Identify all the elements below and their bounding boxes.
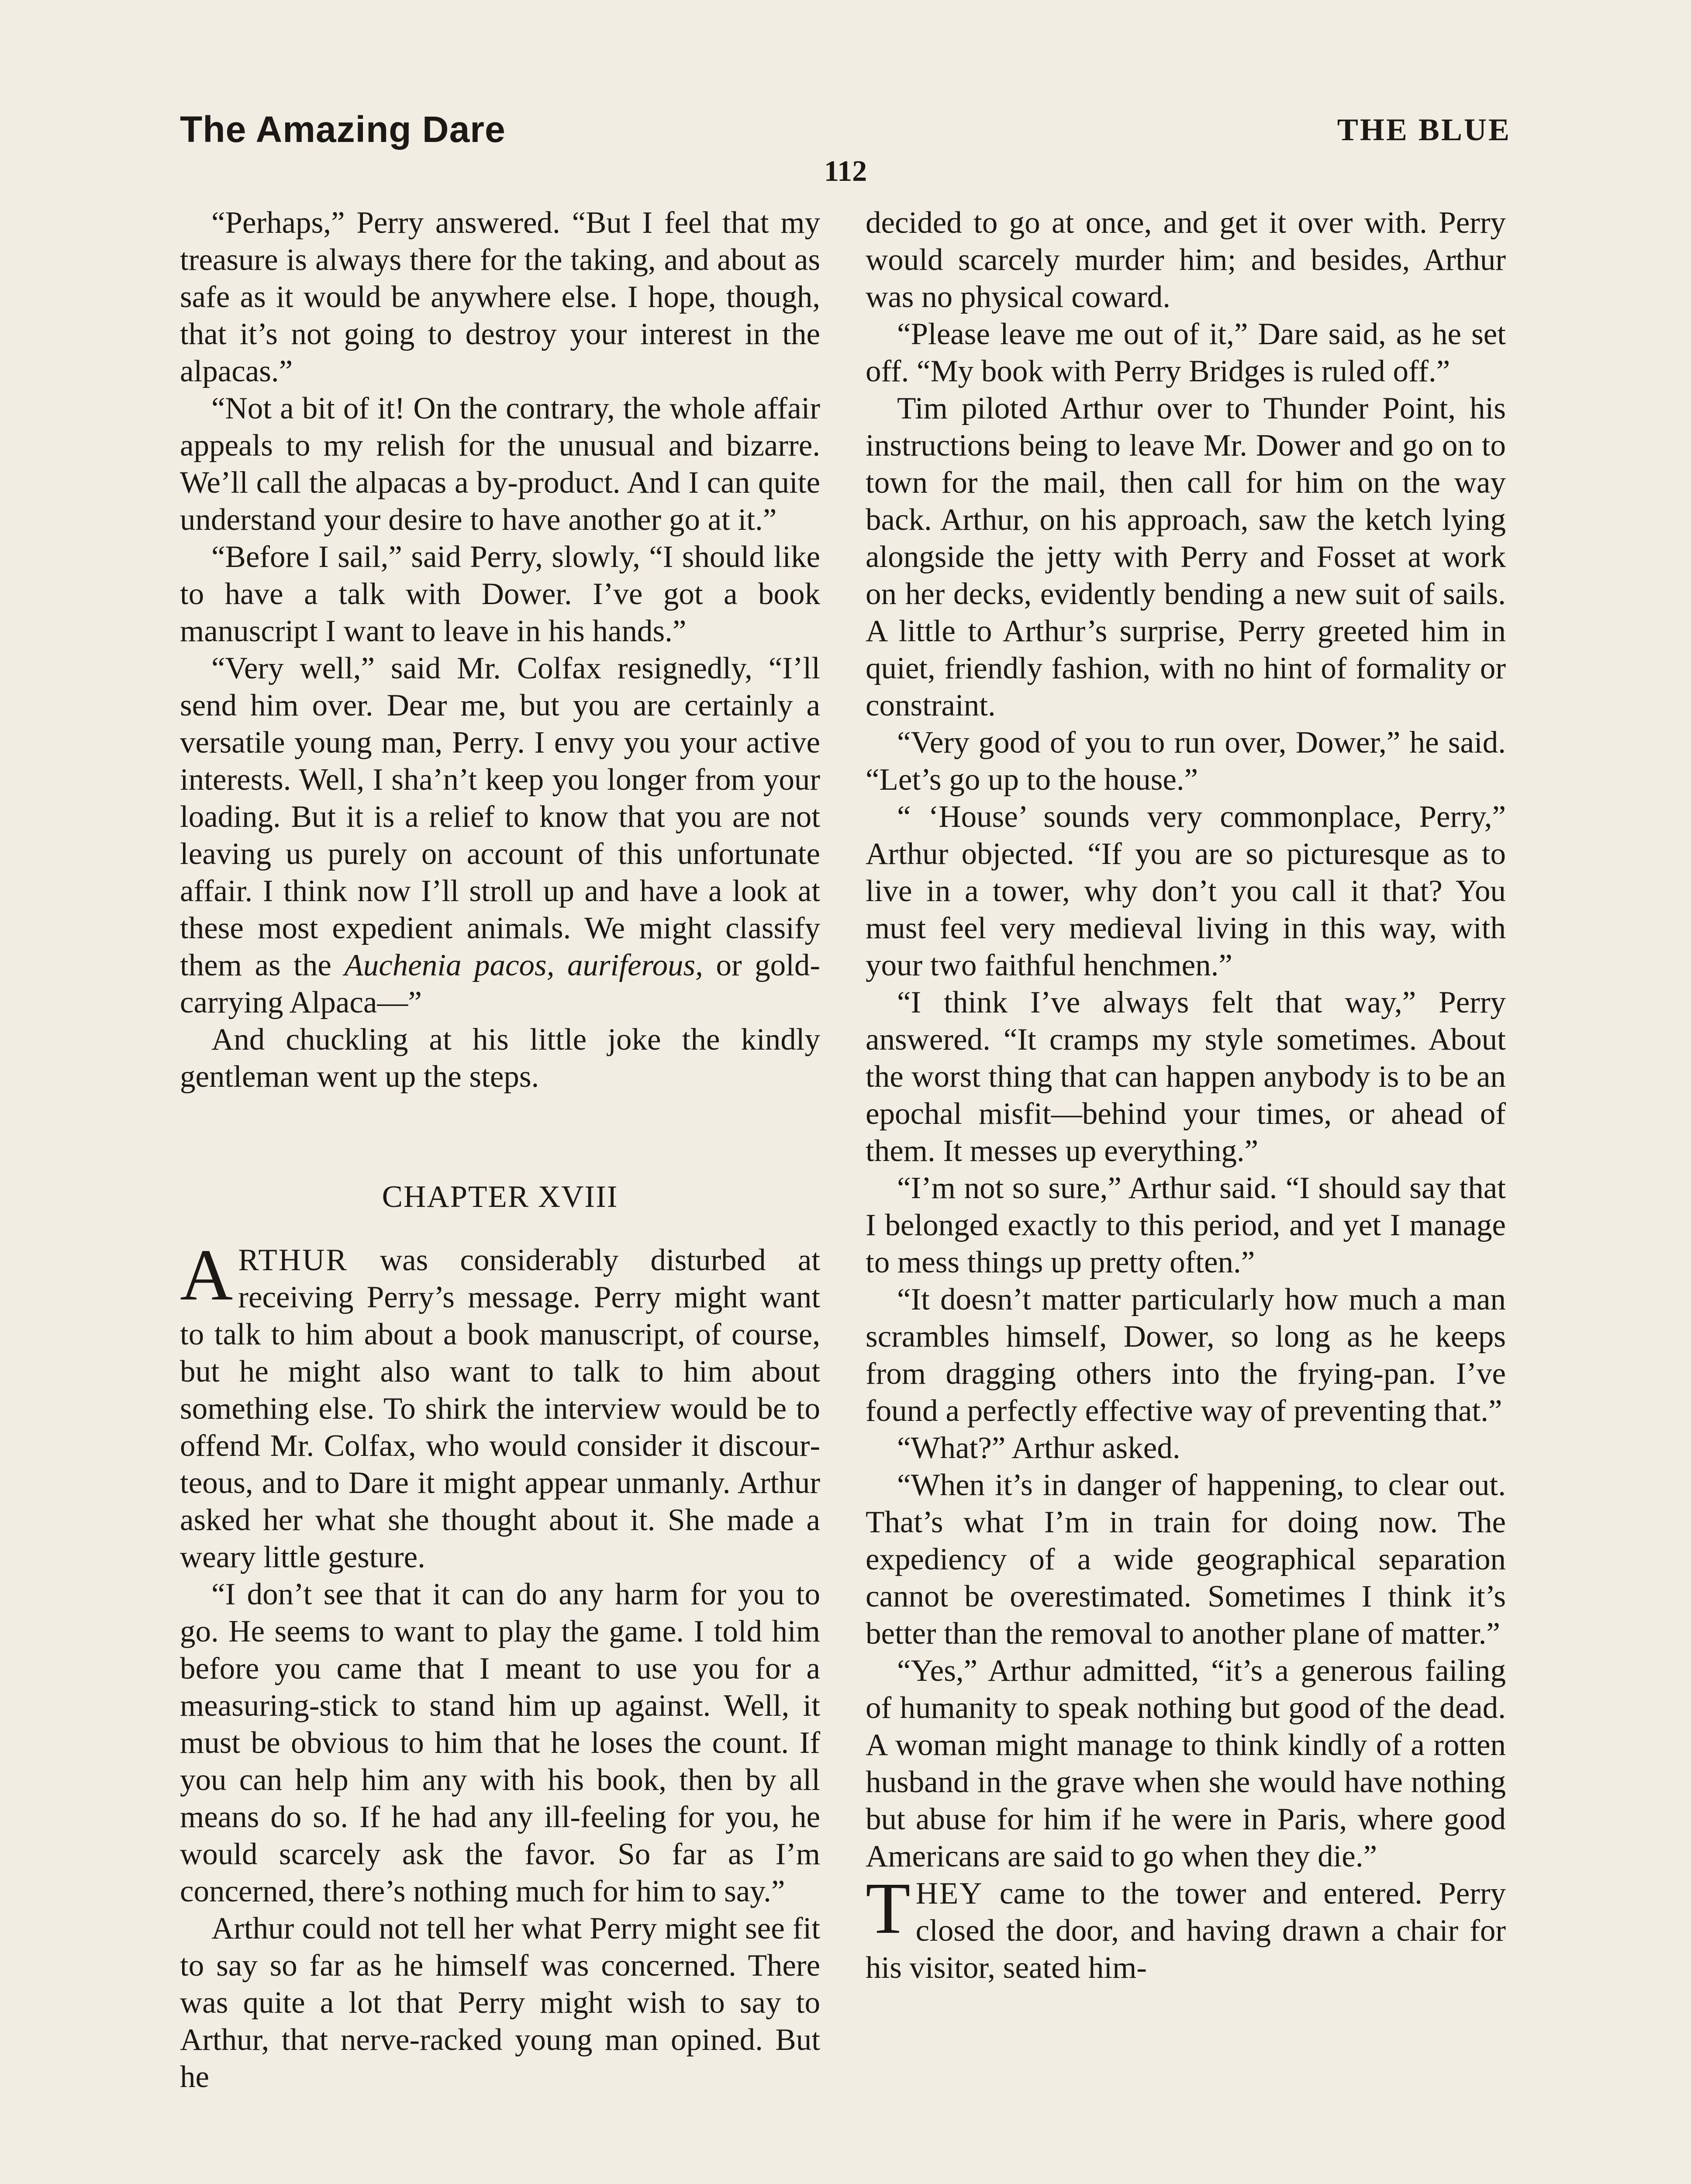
paragraph: Tim piloted Arthur over to Thunder Point, his instructions being to leave Mr. Dower and go on to town for the mail, then call for him on the way back. Arthur, on his approach, saw the ketch lying alongside the jetty with Perry and Fosset at work on her decks, evidently bending a new suit of sails. A little to Arthur’s surprise, Perry greeted him in quiet, friendly fashion, with no hint of formality or constraint. bbox=[866, 391, 1506, 722]
right-column bbox=[866, 204, 1506, 2184]
running-head-title: The Amazing Dare bbox=[180, 109, 506, 150]
italic-species-name: Auchenia pacos, auriferous, bbox=[344, 948, 703, 982]
paragraph: “Yes,” Arthur admitted, “it’s a generous failing of humanity to speak nothing but good of the dead. A woman might manage to think kindly of a rotten husband in the grave when she would have nothing but abuse for him if he were in Paris, where good Americans are said to go when they die.” bbox=[866, 1654, 1506, 1873]
small-caps-lead: RTHUR bbox=[238, 1243, 348, 1277]
paragraph-text: was considerably disturbed at receiving Perry’s message. Perry might want to talk to him about a book manuscript, of course, but he might also want to talk to him about something else. To shirk the interview would be to offend Mr. Colfax, who would consider it discourteous, and to Dare it might appear unmanly. Arthur asked her what she thought about it. She made a weary little gesture. bbox=[180, 1243, 820, 1574]
paragraph: “Not a bit of it! On the contrary, the whole affair appeals to my relish for the unusual and bizarre. We’ll call the alpacas a by-product. And I can quite understand your desire to have another go at it.” bbox=[180, 391, 820, 537]
left-column bbox=[180, 204, 820, 2184]
paragraph: And chuckling at his little joke the kindly gentleman went up the steps. bbox=[180, 1023, 820, 1094]
paragraph: “Please leave me out of it,” Dare said, as he set off. “My book with Perry Bridges is ruled off.” bbox=[866, 317, 1506, 388]
paragraph: “Perhaps,” Perry answered. “But I feel that my treasure is always there for the taking, and about as safe as it would be anywhere else. I hope, though, that it’s not going to destroy your interest in the alpacas.” bbox=[180, 206, 820, 388]
paragraph-text-end: or gold-carrying Alpaca—” bbox=[180, 948, 820, 1019]
paragraph bbox=[180, 650, 820, 1021]
section-opening-paragraph bbox=[866, 1868, 1506, 1987]
paragraph: Arthur could not tell her what Perry might see fit to say so far as he himself was concerned. There was quite a lot that Perry might wish to say to Arthur, that nerve-racked young man opined. But he bbox=[180, 1911, 820, 2094]
paragraph: “What?” Arthur asked. bbox=[897, 1431, 1180, 1465]
running-head-magazine: THE BLUE bbox=[1337, 112, 1511, 147]
paragraph: “Before I sail,” said Perry, slowly, “I should like to have a talk with Dower. I’ve got a book manuscript I want to leave in his hands.” bbox=[180, 540, 820, 648]
paragraph-text: “Very well,” said Mr. Colfax resignedly, “I’ll send him over. Dear me, but you are certainly a versatile young man, Perry. I envy you your active interests. Well, I sha’n’t keep you longer from your loading. But it is a relief to know that you are not leaving us purely on account of this unfortunate affair. I think now I’ll stroll up and have a look at these most expedient animals. We might classify them as the bbox=[180, 651, 820, 982]
paragraph: “ ‘House’ sounds very commonplace, Perry,” Arthur objected. “If you are so picturesque as to live in a tower, why don’t you call it that? You must feel very medieval living in this way, with your two faithful henchmen.” bbox=[866, 800, 1506, 982]
page-number: 112 bbox=[824, 154, 867, 187]
chapter-opening-paragraph bbox=[180, 1234, 820, 1576]
paragraph: “Very good of you to run over, Dower,” he said. “Let’s go up to the house.” bbox=[866, 726, 1506, 797]
paragraph: “When it’s in danger of happening, to clear out. That’s what I’m in train for doing now. The expediency of a wide geographical separation cannot be overestimated. Sometimes I think it’s better than the removal to another plane of matter.” bbox=[866, 1468, 1506, 1651]
paragraph: “I’m not so sure,” Arthur said. “I should say that I belonged exactly to this period, and yet I manage to mess things up pretty often.” bbox=[866, 1171, 1506, 1279]
paragraph: “It doesn’t matter particularly how much a man scrambles himself, Dower, so long as he keeps from dragging others into the frying-pan. I’ve found a perfectly effective way of preventing that.” bbox=[866, 1282, 1506, 1428]
paragraph: “I think I’ve always felt that way,” Perry answered. “It cramps my style sometimes. About the worst thing that can happen anybody is to be an epochal misfit—behind your times, or ahead of them. It messes up everything.” bbox=[866, 985, 1506, 1168]
chapter-heading: CHAPTER XVIII bbox=[382, 1180, 618, 1214]
small-caps-lead: HEY bbox=[915, 1876, 984, 1911]
paragraph: “I don’t see that it can do any harm for you to go. He seems to want to play the game. I told him before you came that I meant to use you for a measuring-stick to stand him up against. Well, it must be obvious to him that he loses the count. If you can help him any with his book, then by all means do so. If he had any ill-feeling for you, he would scarcely ask the favor. So far as I’m concerned, there’s nothing much for him to say.” bbox=[180, 1577, 820, 1908]
paragraph-text: came to the tower and entered. Perry closed the door, and having drawn a chair for his visitor, seated him- bbox=[866, 1876, 1506, 1985]
drop-cap: T bbox=[866, 1868, 911, 1949]
drop-cap: A bbox=[180, 1234, 233, 1316]
paragraph-continued: decided to go at once, and get it over with. Perry would scarcely murder him; and besides, Arthur was no physical coward. bbox=[866, 206, 1506, 314]
